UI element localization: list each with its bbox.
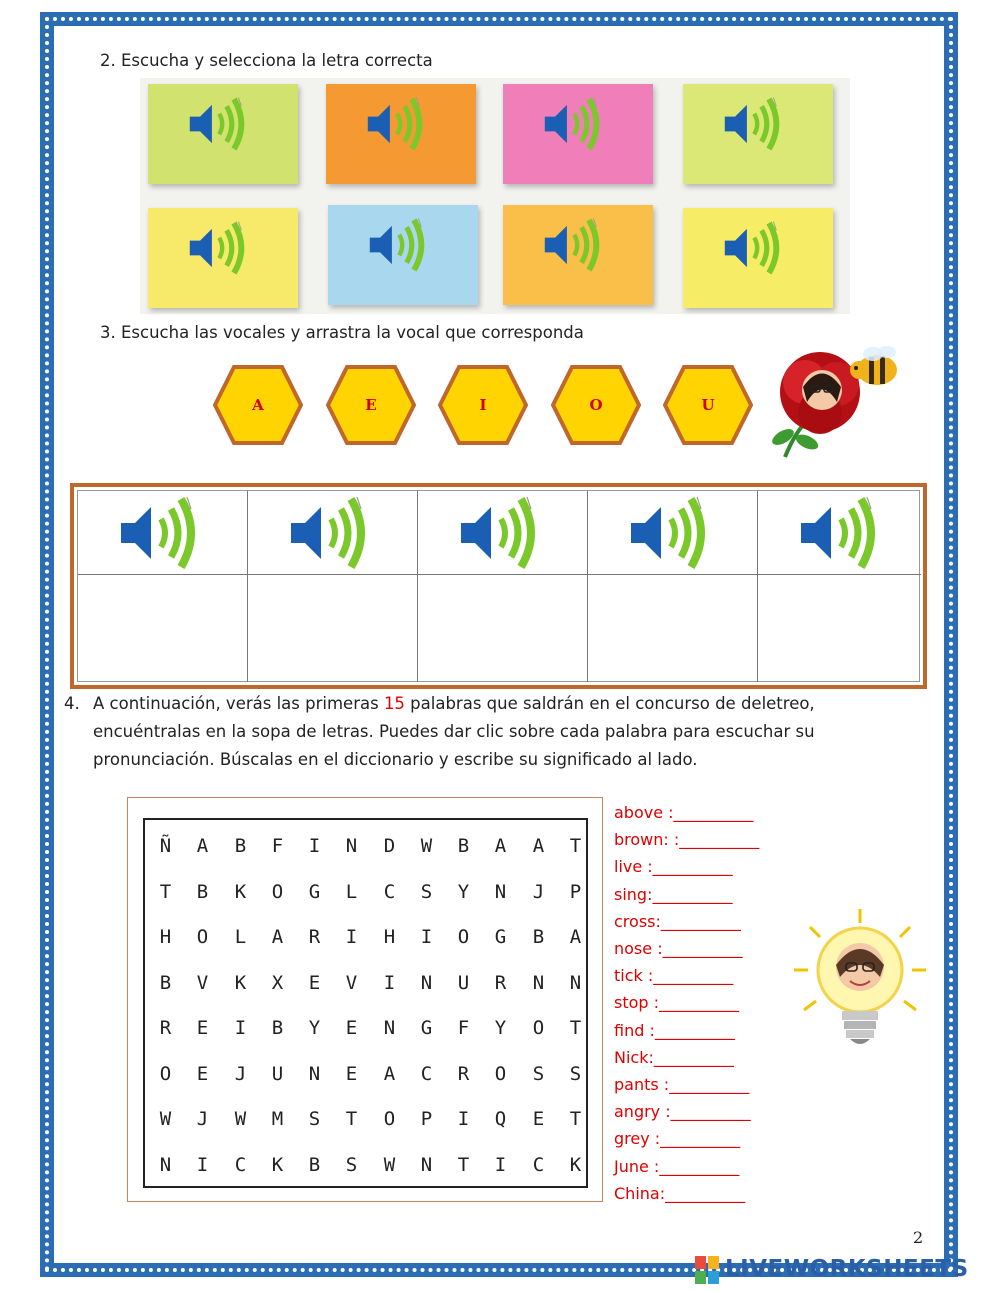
wordsearch-letter[interactable]: G: [308, 880, 321, 903]
vowel-label: A: [252, 396, 264, 414]
vowel-tile-i[interactable]: [437, 364, 529, 446]
wordsearch-letter[interactable]: O: [196, 926, 209, 948]
wordsearch-row: [145, 1143, 590, 1187]
wordsearch-letter[interactable]: K: [234, 880, 247, 903]
wordsearch-letter[interactable]: O: [457, 926, 470, 948]
wordsearch-letter[interactable]: R: [308, 926, 321, 948]
wordsearch-letter[interactable]: T: [569, 1017, 582, 1039]
vocab-word[interactable]: above :__________: [614, 803, 754, 822]
wordsearch-letter[interactable]: I: [345, 926, 358, 948]
wordsearch-letter[interactable]: K: [234, 971, 247, 994]
vocab-word[interactable]: stop :__________: [614, 993, 740, 1013]
vowel-label: I: [479, 396, 487, 414]
section-4-number: 4.: [64, 694, 80, 713]
wordsearch-letter[interactable]: N: [383, 1017, 396, 1039]
wordsearch-letter[interactable]: L: [345, 880, 358, 903]
wordsearch-letter[interactable]: R: [159, 1017, 172, 1039]
vocab-word[interactable]: June :__________: [614, 1156, 740, 1176]
section-3-heading: 3. Escucha las vocales y arrastra la vocal que corresponda: [100, 323, 584, 342]
wordsearch-letter[interactable]: N: [569, 971, 582, 994]
wordsearch-letter[interactable]: X: [271, 971, 284, 994]
speaker-icon: [366, 217, 434, 273]
sticky-note-audio-3[interactable]: [503, 84, 653, 184]
wordsearch-letter[interactable]: T: [569, 835, 582, 857]
section-4-text-before: A continuación, verás las primeras: [93, 694, 384, 713]
vowel-tile-o[interactable]: [550, 364, 642, 446]
vowel-drop-zone-3[interactable]: [418, 575, 588, 682]
speaker-icon: [456, 495, 548, 571]
speaker-icon: [721, 96, 789, 152]
wordsearch-letter[interactable]: H: [159, 926, 172, 948]
wordsearch-letter[interactable]: R: [457, 1062, 470, 1085]
audio-cell-1[interactable]: [78, 491, 248, 575]
vowel-label: U: [701, 396, 715, 414]
audio-cell-2[interactable]: [248, 491, 418, 575]
wordsearch-letter[interactable]: V: [345, 971, 358, 994]
wordsearch-letter[interactable]: I: [308, 835, 321, 857]
audio-cell-3[interactable]: [418, 491, 588, 575]
wordsearch-letter[interactable]: N: [494, 880, 507, 903]
wordsearch-letter[interactable]: U: [457, 971, 470, 994]
wordsearch-row: [145, 1006, 590, 1050]
sticky-note-audio-2[interactable]: [326, 84, 476, 184]
wordsearch-letter[interactable]: Q: [494, 1108, 507, 1130]
vocab-word[interactable]: angry :__________: [614, 1102, 751, 1122]
speaker-icon: [626, 495, 718, 571]
word-count: 15: [383, 694, 405, 713]
wordsearch-letter[interactable]: B: [271, 1017, 284, 1039]
vowel-drop-zone-2[interactable]: [248, 575, 418, 682]
vowel-drop-zone-1[interactable]: [78, 575, 248, 682]
wordsearch-letter[interactable]: B: [159, 971, 172, 994]
wordsearch-letter[interactable]: J: [532, 880, 545, 903]
page-number: 2: [913, 1228, 924, 1247]
speaker-icon: [286, 495, 378, 571]
wordsearch-letter[interactable]: A: [196, 835, 209, 857]
wordsearch-letter[interactable]: A: [569, 926, 582, 948]
wordsearch-letter[interactable]: C: [383, 880, 396, 903]
wordsearch-letter[interactable]: D: [383, 835, 396, 857]
wordsearch-letter[interactable]: N: [159, 1153, 172, 1176]
speaker-icon: [364, 96, 432, 152]
wordsearch-letter[interactable]: N: [420, 971, 433, 994]
wordsearch-letter[interactable]: M: [271, 1108, 284, 1130]
wordsearch-letter[interactable]: B: [196, 880, 209, 903]
wordsearch-letter[interactable]: E: [196, 1062, 209, 1085]
wordsearch-letter[interactable]: K: [271, 1153, 284, 1176]
wordsearch-letter[interactable]: P: [569, 880, 582, 903]
brand-text: LIVEWORKSHEETS: [725, 1256, 969, 1282]
speaker-icon: [186, 96, 254, 152]
wordsearch-letter[interactable]: C: [234, 1153, 247, 1176]
wordsearch-letter[interactable]: J: [234, 1062, 247, 1085]
speaker-icon: [721, 220, 789, 276]
wordsearch-letter[interactable]: T: [159, 880, 172, 903]
wordsearch-letter[interactable]: I: [494, 1153, 507, 1176]
wordsearch-letter[interactable]: W: [383, 1153, 396, 1176]
speaker-icon: [541, 96, 609, 152]
audio-matching-table: [70, 483, 927, 689]
wordsearch-letter[interactable]: W: [159, 1108, 172, 1130]
rose-bee-icon: [765, 342, 905, 462]
vocab-word[interactable]: tick :__________: [614, 966, 734, 986]
wordsearch-letter[interactable]: B: [234, 835, 247, 857]
wordsearch-letter[interactable]: E: [532, 1108, 545, 1130]
rose-avatar-image: [765, 342, 905, 462]
wordsearch-letter[interactable]: L: [234, 926, 247, 948]
vowel-tile-u[interactable]: [662, 364, 754, 446]
wordsearch-letter[interactable]: B: [308, 1153, 321, 1176]
wordsearch-letter[interactable]: S: [420, 880, 433, 903]
wordsearch-letter[interactable]: O: [494, 1062, 507, 1085]
wordsearch-letter[interactable]: V: [196, 971, 209, 994]
vowel-label: O: [589, 396, 603, 414]
lightbulb-avatar-image: [790, 905, 930, 1055]
wordsearch-letter[interactable]: C: [420, 1062, 433, 1085]
sticky-note-audio-8[interactable]: [683, 208, 833, 308]
wordsearch-letter[interactable]: W: [420, 835, 433, 857]
wordsearch-letter[interactable]: S: [532, 1062, 545, 1085]
wordsearch-letter[interactable]: K: [569, 1153, 582, 1176]
vocab-word[interactable]: nose :__________: [614, 939, 743, 958]
wordsearch-letter[interactable]: O: [159, 1062, 172, 1085]
wordsearch-letter[interactable]: G: [494, 926, 507, 948]
wordsearch-letter[interactable]: I: [420, 926, 433, 948]
audio-cell-4[interactable]: [588, 491, 758, 575]
wordsearch-letter[interactable]: A: [383, 1062, 396, 1085]
wordsearch-letter[interactable]: T: [569, 1108, 582, 1130]
wordsearch-letter[interactable]: N: [532, 971, 545, 994]
vocab-word[interactable]: brown: :__________: [614, 830, 760, 850]
wordsearch-letter[interactable]: I: [234, 1017, 247, 1039]
sticky-note-audio-4[interactable]: [683, 84, 833, 184]
wordsearch-letter[interactable]: Y: [308, 1017, 321, 1039]
brand-icon: [695, 1256, 721, 1286]
wordsearch-row: [145, 961, 590, 1005]
wordsearch-letter[interactable]: G: [420, 1017, 433, 1039]
wordsearch-letter[interactable]: H: [383, 926, 396, 948]
vocab-word[interactable]: live :__________: [614, 857, 733, 877]
wordsearch-letter[interactable]: S: [569, 1062, 582, 1085]
wordsearch-letter[interactable]: S: [308, 1108, 321, 1130]
sticky-note-audio-7[interactable]: [503, 205, 653, 305]
wordsearch-letter[interactable]: S: [345, 1153, 358, 1176]
wordsearch-letter[interactable]: E: [345, 1017, 358, 1039]
wordsearch-letter[interactable]: I: [383, 971, 396, 994]
section-4-paragraph: [93, 690, 913, 774]
wordsearch-letter[interactable]: A: [271, 926, 284, 948]
wordsearch-letter[interactable]: E: [345, 1062, 358, 1085]
speaker-icon: [116, 495, 208, 571]
vowel-tile-e[interactable]: [325, 364, 417, 446]
wordsearch-row: [145, 824, 590, 868]
wordsearch-letter[interactable]: Ñ: [159, 835, 172, 857]
wordsearch-letter[interactable]: O: [532, 1017, 545, 1039]
speaker-icon: [796, 495, 888, 571]
liveworksheets-logo: [695, 1252, 995, 1286]
wordsearch-letter[interactable]: E: [308, 971, 321, 994]
wordsearch-letter[interactable]: B: [457, 835, 470, 857]
wordsearch-letter[interactable]: O: [271, 880, 284, 903]
vowel-tile-a[interactable]: [212, 364, 304, 446]
vocab-word[interactable]: find :__________: [614, 1020, 735, 1040]
wordsearch-letter[interactable]: Y: [457, 880, 470, 903]
wordsearch-letter[interactable]: F: [271, 835, 284, 857]
vocab-word[interactable]: grey :__________: [614, 1129, 741, 1149]
vocab-word[interactable]: cross:__________: [614, 911, 741, 931]
wordsearch-letter[interactable]: B: [532, 926, 545, 948]
speaker-icon: [186, 220, 254, 276]
sticky-note-audio-6[interactable]: [328, 205, 478, 305]
wordsearch-letter[interactable]: I: [457, 1108, 470, 1130]
audio-table-grid: [77, 490, 920, 682]
sticky-note-audio-5[interactable]: [148, 208, 298, 308]
wordsearch-letter[interactable]: E: [196, 1017, 209, 1039]
wordsearch-row: [145, 915, 590, 959]
vocab-word[interactable]: pants :__________: [614, 1075, 750, 1094]
lightbulb-icon: [790, 905, 930, 1055]
wordsearch-letter[interactable]: J: [196, 1108, 209, 1130]
wordsearch-letter[interactable]: W: [234, 1108, 247, 1130]
wordsearch-letter[interactable]: N: [345, 835, 358, 857]
wordsearch-letter[interactable]: T: [457, 1153, 470, 1176]
vowel-label: E: [365, 396, 377, 414]
wordsearch-letter[interactable]: R: [494, 971, 507, 994]
wordsearch-letter[interactable]: O: [383, 1108, 396, 1130]
speaker-icon: [541, 217, 609, 273]
wordsearch-letter[interactable]: C: [532, 1153, 545, 1176]
wordsearch-letter[interactable]: A: [494, 835, 507, 857]
wordsearch-letter[interactable]: F: [457, 1017, 470, 1039]
wordsearch-row: [145, 870, 590, 914]
vowel-drop-zone-5[interactable]: [758, 575, 921, 682]
wordsearch-letter[interactable]: N: [420, 1153, 433, 1176]
wordsearch-letter[interactable]: Y: [494, 1017, 507, 1039]
vocab-word[interactable]: China:__________: [614, 1183, 746, 1203]
wordsearch-letter[interactable]: I: [196, 1153, 209, 1176]
wordsearch-letter[interactable]: U: [271, 1062, 284, 1085]
wordsearch-letter[interactable]: P: [420, 1108, 433, 1130]
wordsearch-letter[interactable]: N: [308, 1062, 321, 1085]
wordsearch-row: [145, 1052, 590, 1096]
wordsearch-letter[interactable]: T: [345, 1108, 358, 1130]
section-2-heading: 2. Escucha y selecciona la letra correcta: [100, 51, 433, 70]
wordsearch-letter[interactable]: A: [532, 835, 545, 857]
section-4-text-after: palabras que saldrán en el concurso de deletreo, encuéntralas en la sopa de letras. Puedes dar clic sobre cada palabra para escuchar su pronunciación. Búscalas en el diccionario y escribe su significado al lado.: [93, 694, 815, 769]
wordsearch-grid: [143, 818, 588, 1188]
sticky-note-audio-1[interactable]: [148, 84, 298, 184]
vocab-word[interactable]: sing:__________: [614, 884, 733, 904]
audio-cell-5[interactable]: [758, 491, 921, 575]
vocab-word[interactable]: Nick:__________: [614, 1047, 734, 1067]
vowel-drop-zone-4[interactable]: [588, 575, 758, 682]
wordsearch-row: [145, 1097, 590, 1141]
